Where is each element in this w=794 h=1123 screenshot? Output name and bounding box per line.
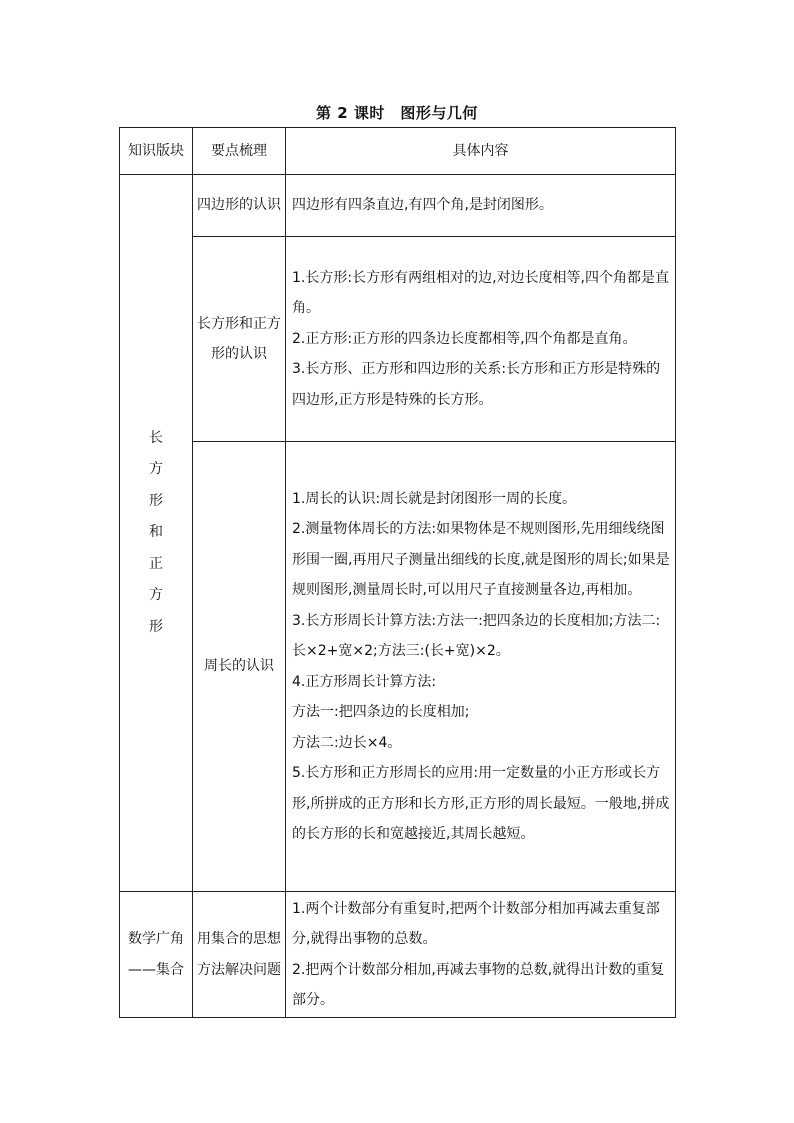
- content-text: 1.周长的认识:周长就是封闭图形一周的长度。: [292, 490, 577, 507]
- content-cell: [286, 442, 676, 892]
- knowledge-table: [119, 127, 676, 1018]
- content-cell: [286, 892, 676, 1018]
- block-cell-sets: [120, 892, 193, 1018]
- table-row: [120, 237, 676, 442]
- point-cell: [193, 175, 286, 237]
- content-text: 2.测量物体周长的方法:如果物体是不规则图形,先用细线绕图形围一圈,再用尺子测量出细线的长度,就是图形的周长;如果是规则图形,测量周长时,可以用尺子直接测量各边,再相加。: [292, 521, 670, 598]
- content-text: 1.长方形:长方形有两组相对的边,对边长度相等,四个角都是直角。: [292, 269, 669, 317]
- content-text: 3.长方形周长计算方法:方法一:把四条边的长度相加;方法二:长×2+宽×2;方法三:(长+宽)×2。: [292, 612, 661, 659]
- content-cell: [286, 175, 676, 237]
- table-row: [120, 442, 676, 892]
- content-text: 2.正方形:正方形的四条边长度都相等,四个角都是直角。: [292, 330, 637, 347]
- table-row: [120, 175, 676, 237]
- content-text: 4.正方形周长计算方法:: [292, 673, 437, 690]
- page-title: 第 2 课时 图形与几何: [316, 104, 478, 122]
- content-text: 1.两个计数部分有重复时,把两个计数部分相加再减去重复部分,就得出事物的总数。: [292, 900, 660, 947]
- point-cell: [193, 237, 286, 442]
- point-cell: [193, 892, 286, 1018]
- block-cell-rectangle: [120, 175, 193, 892]
- point-label: 长方形和正方形的认识: [197, 315, 281, 362]
- block-label: 长方形和正方形: [149, 429, 163, 635]
- table-header-row: [120, 128, 676, 175]
- point-label: 周长的认识: [204, 658, 274, 675]
- content-text: 2.把两个计数部分相加,再减去事物的总数,就得出计数的重复部分。: [292, 961, 665, 1008]
- header-block: 知识版块: [120, 128, 193, 175]
- header-content: 具体内容: [286, 128, 676, 175]
- point-label: 四边形的认识: [197, 197, 281, 214]
- point-cell: [193, 442, 286, 892]
- content-text: 5.长方形和正方形周长的应用:用一定数量的小正方形或长方形,所拼成的正方形和长方形,正方形的周长最短。一般地,拼成的长方形的长和宽越接近,其周长越短。: [292, 765, 670, 842]
- content-text: 方法一:把四条边的长度相加;: [292, 704, 470, 720]
- content-text: 3.长方形、正方形和四边形的关系:长方形和正方形是特殊的四边形,正方形是特殊的长方形。: [292, 361, 661, 408]
- header-points: 要点梳理: [193, 128, 286, 175]
- table-row: [120, 892, 676, 1018]
- content-cell: [286, 237, 676, 442]
- point-label: 用集合的思想方法解决问题: [197, 931, 281, 978]
- block-label: 数学广角——集合: [128, 931, 184, 978]
- content-text: 四边形有四条直边,有四个角,是封闭图形。: [292, 197, 553, 214]
- content-text: 方法二:边长×4。: [292, 734, 402, 751]
